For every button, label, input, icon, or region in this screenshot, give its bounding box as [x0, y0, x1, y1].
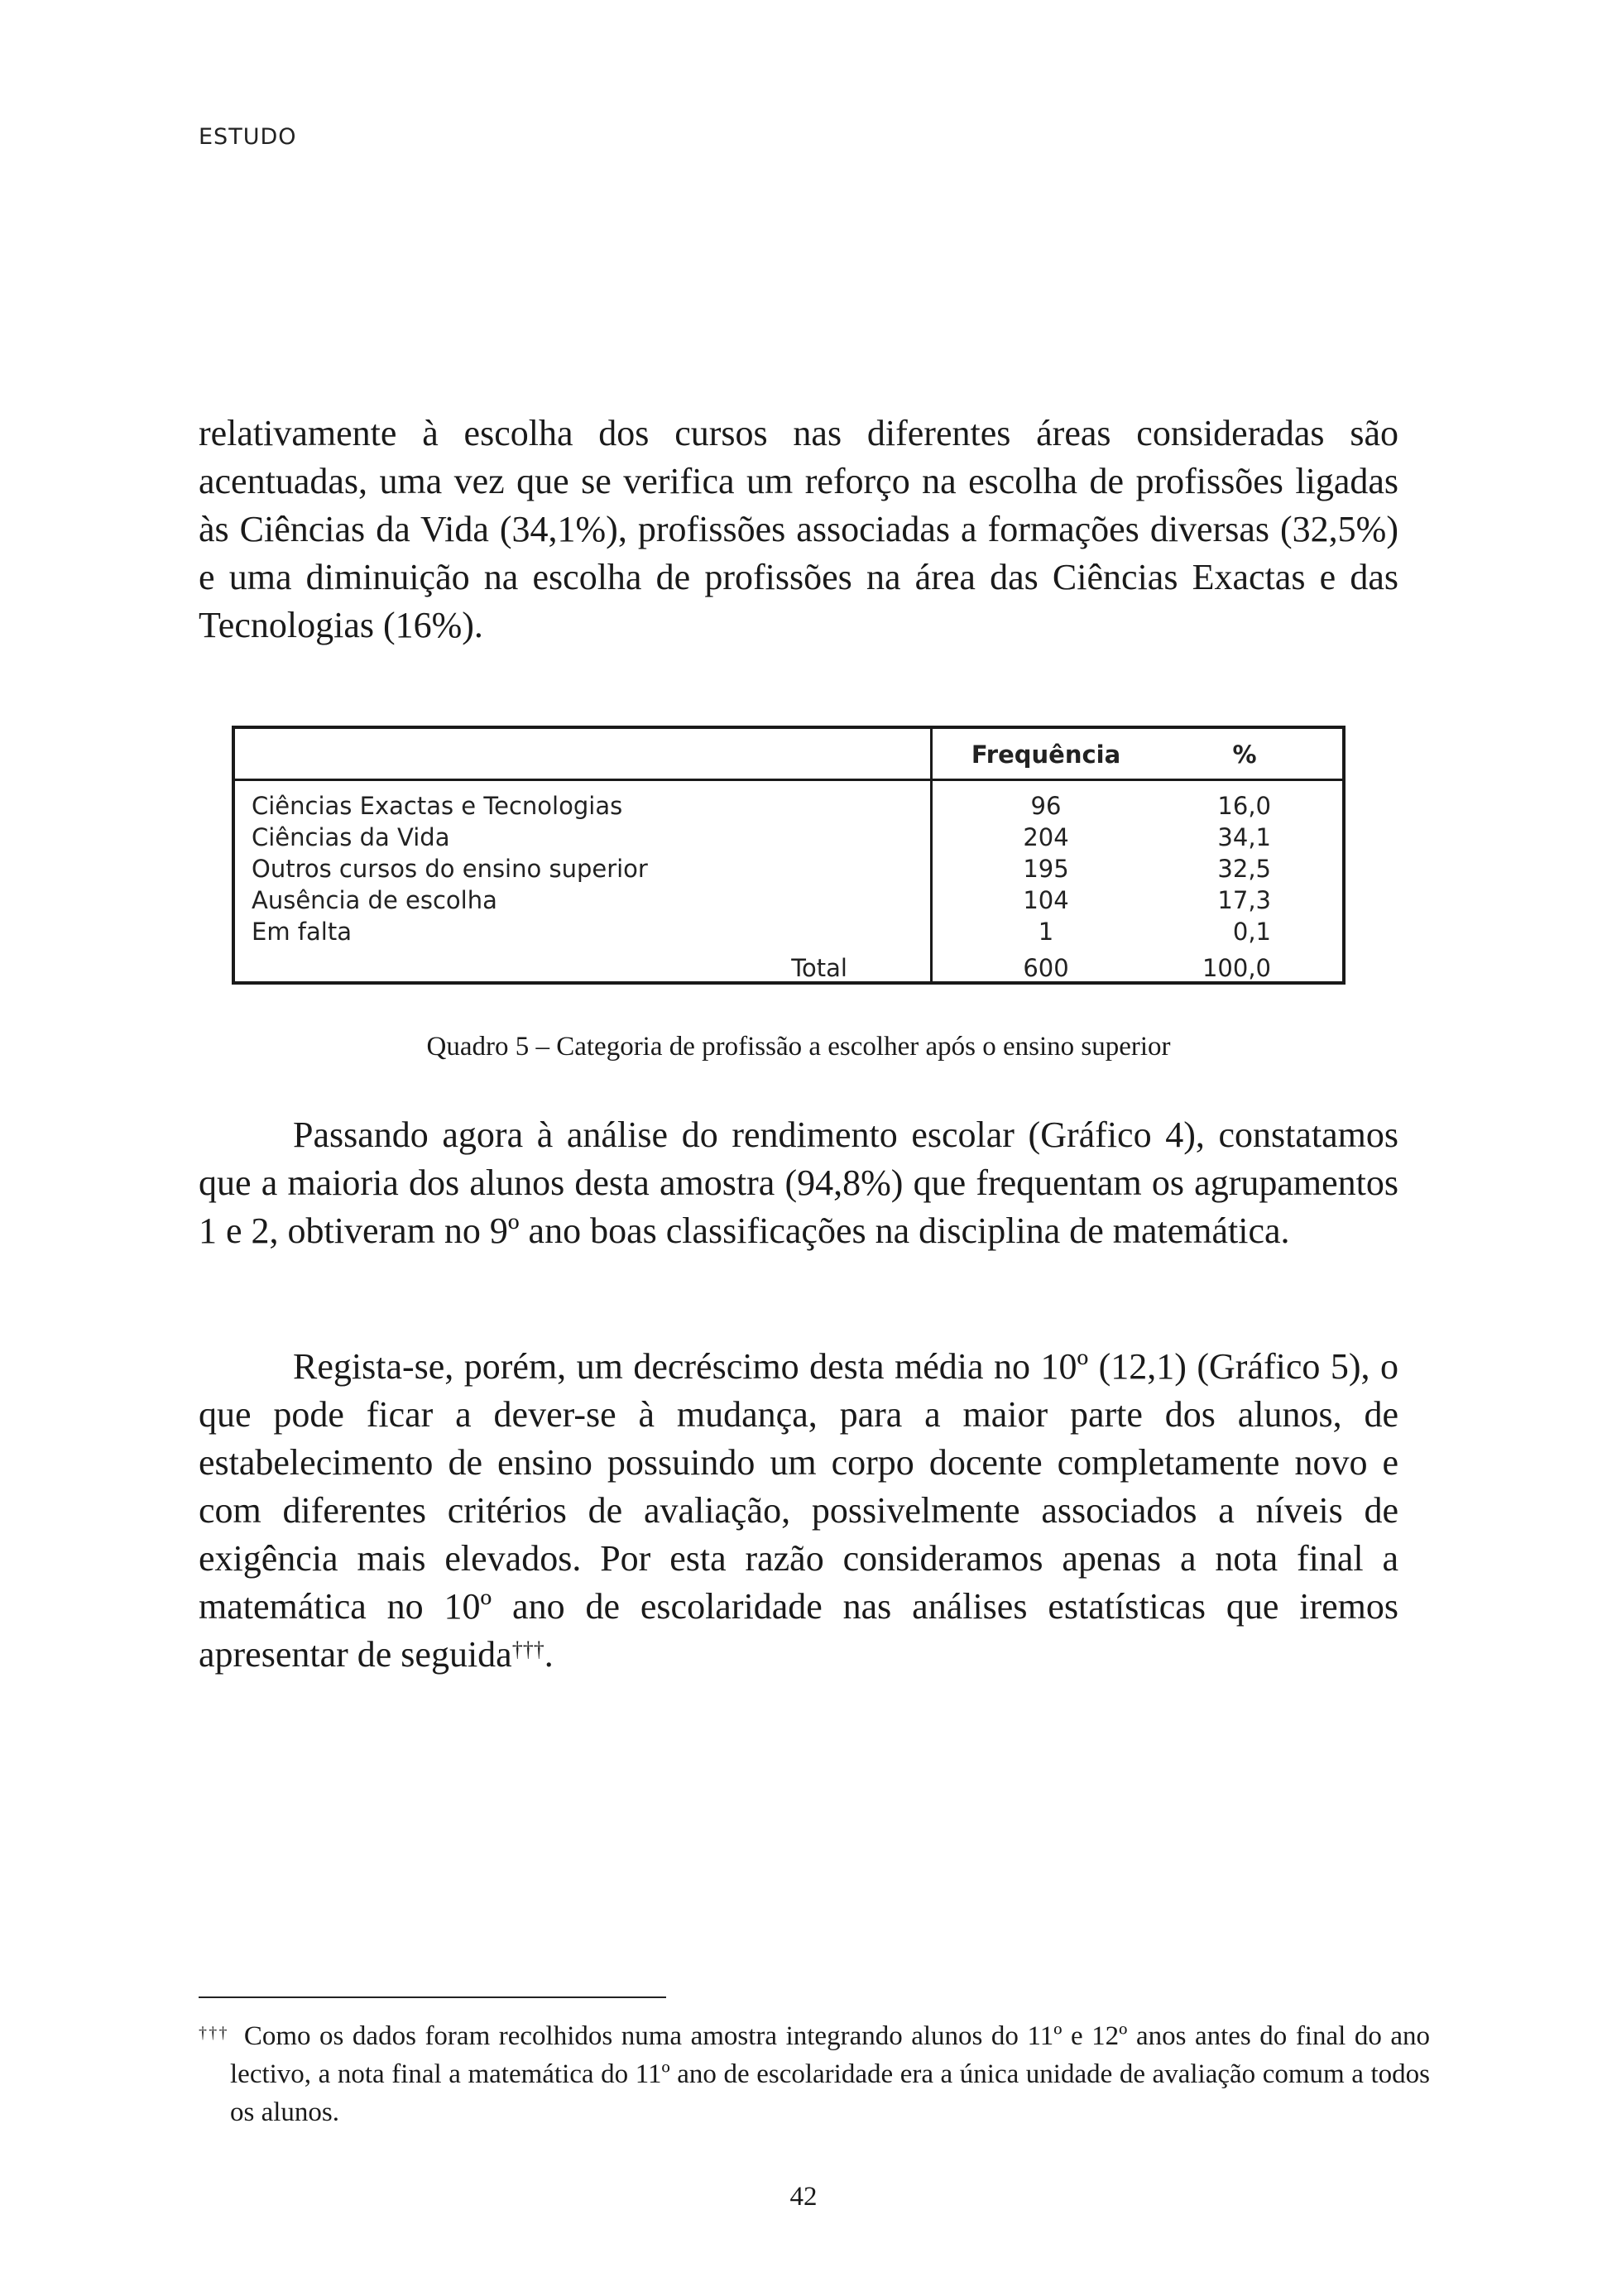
table-caption: Quadro 5 – Categoria de profissão a escolher após o ensino superior: [426, 1032, 1171, 1062]
row-frequency: 195: [1023, 855, 1069, 883]
footnote-mark: †††: [199, 2024, 229, 2042]
footnote-separator: [199, 1996, 666, 1998]
row-frequency: 1: [1038, 918, 1054, 946]
paragraph-3: [199, 1343, 1398, 1679]
total-label: Total: [791, 954, 847, 982]
column-header-frequency: Frequência: [971, 741, 1121, 769]
row-frequency: 204: [1023, 823, 1069, 851]
row-percent: 32,5: [1217, 855, 1271, 883]
row-percent: 0,1: [1232, 918, 1271, 946]
table-header: [235, 729, 1342, 781]
table-row: [235, 855, 1342, 886]
footnote-text: Como os dados foram recolhidos numa amostra integrando alunos do 11º e 12º anos antes do final do ano lectivo, a nota final a matemática do 11º ano de escolaridade era a única unidade de avaliação comum a todos os alunos.: [230, 2021, 1431, 2127]
row-label: Ausência de escolha: [252, 886, 497, 914]
table-total-row: [235, 954, 1342, 985]
table-row: [235, 886, 1342, 918]
row-percent: 17,3: [1217, 886, 1271, 914]
footnote-reference: †††: [511, 1637, 544, 1661]
page-number: 42: [789, 2182, 818, 2212]
paragraph-1: relativamente à escolha dos cursos nas diferentes áreas consideradas são acentuadas, uma vez que se verifica um reforço na escolha de profissões ligadas às Ciências da Vida (34,1%), profissões associadas a formações diversas (32,5%) e uma diminuição na escolha de profissões na área das Ciências Exactas e das Tecnologias (16%).: [199, 413, 1398, 645]
total-frequency: 600: [1023, 954, 1069, 982]
row-frequency: 96: [1030, 792, 1062, 820]
total-percent: 100,0: [1202, 954, 1271, 982]
table-row: [235, 792, 1342, 823]
row-label: Ciências da Vida: [252, 823, 450, 851]
running-head: ESTUDO: [199, 124, 297, 150]
row-percent: 16,0: [1217, 792, 1271, 820]
row-percent: 34,1: [1217, 823, 1271, 851]
column-header-percent: %: [1232, 741, 1257, 769]
paragraph-3-text: Regista-se, porém, um decréscimo desta média no 10º (12,1) (Gráfico 5), o que pode ficar a dever-se à mudança, para a maior parte dos alunos, de estabelecimento de ensino possuindo um corpo docente completamente novo e com diferentes critérios de avaliação, possivelmente associados a níveis de exigência mais elevados. Por esta razão consideramos apenas a nota final a matemática no 10º ano de escolaridade nas análises estatísticas que iremos apresentar de seguida: [199, 1346, 1398, 1675]
row-frequency: 104: [1023, 886, 1069, 914]
frequency-table: [232, 726, 1346, 985]
row-label: Em falta: [252, 918, 352, 946]
footnote: [199, 2017, 1430, 2131]
row-label: Ciências Exactas e Tecnologias: [252, 792, 623, 820]
table-row: [235, 823, 1342, 855]
table-row: [235, 918, 1342, 949]
paragraph-2: Passando agora à análise do rendimento escolar (Gráfico 4), constatamos que a maioria dos alunos desta amostra (94,8%) que frequentam os agrupamentos 1 e 2, obtiveram no 9º ano boas classificações na disciplina de matemática.: [199, 1114, 1398, 1251]
paragraph-3-end: .: [544, 1634, 554, 1675]
row-label: Outros cursos do ensino superior: [252, 855, 648, 883]
